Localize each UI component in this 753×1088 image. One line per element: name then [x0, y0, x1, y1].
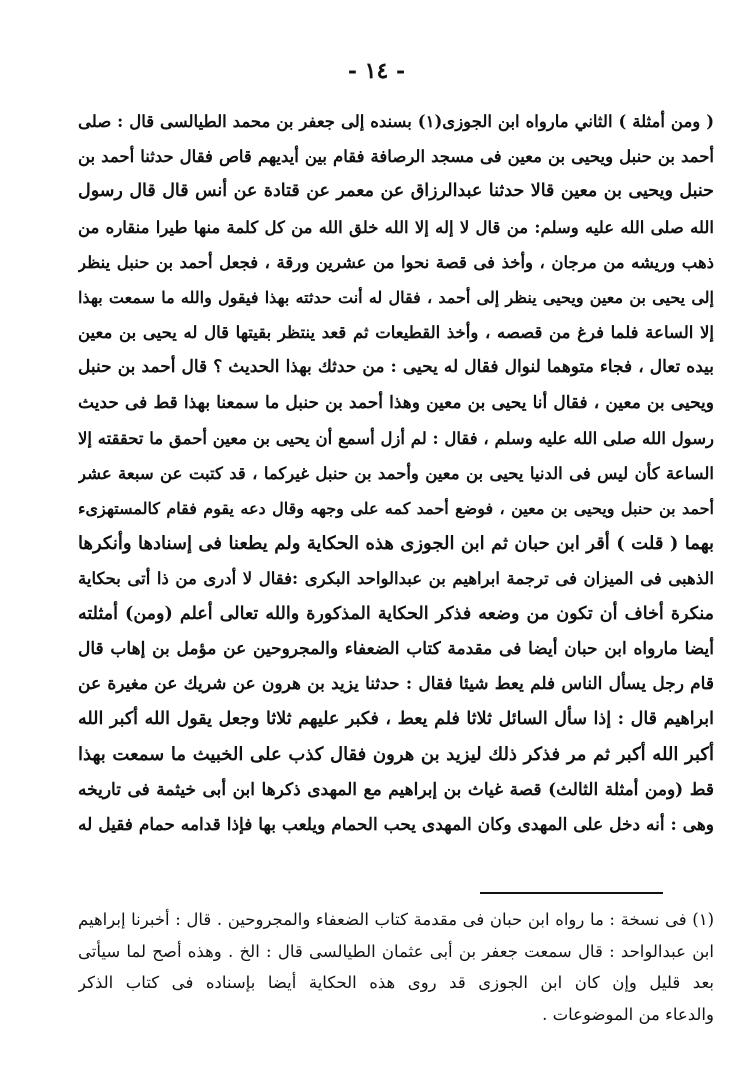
footnote-line: والدعاء من الموضوعات .	[542, 1004, 714, 1024]
text-line: ويحيى بن معين ، فقال أنا يحيى بن معين وهذا أحمد بن حنبل ما سمعنا بهذا قط فى حديث	[78, 392, 714, 413]
text-line: أحمد بن حنبل ويحيى بن معين فى مسجد الرصافة فقام بين أيديهم قاص فقال حدثنا أحمد بن	[78, 147, 714, 167]
text-line: ذهب وريشه من مرجان ، وأخذ فى قصة نحوا من عشرين ورقة ، فجعل أحمد بن حنبل ينظر	[78, 252, 714, 272]
text-line: أكبر الله أكبر ثم مر فذكر ذلك ليزيد بن هرون فقال كذب على الخبيث ما سمعت بهذا	[78, 744, 714, 766]
text-line: أحمد بن حنبل ويحيى بن معين ، فوضع أحمد كمه على وجهه وقال دعه يقوم فقام كالمستهزىء	[78, 499, 714, 519]
footnote-line: (١) فى نسخة : ما رواه ابن حبان فى مقدمة كتاب الضعفاء والمجروحين . قال : أخبرنا إبراهيم	[78, 910, 714, 929]
text-line: منكرة أخاف أن تكون من وضعه فذكر الحكاية المذكورة والله تعالى أعلم (ومن) أمثلته	[78, 603, 714, 624]
text-line: ( ومن أمثلة ) الثاني مارواه ابن الجوزى(١) بسنده إلى جعفر بن محمد الطيالسى قال : صلى	[78, 112, 714, 131]
footnote-line: بعد قليل وإن كان ابن الجوزى قد روى هذه الحكاية أيضا بإسناده فى كتاب الذكر	[78, 973, 714, 992]
text-line: الساعة كأن ليس فى الدنيا يحيى بن معين وأحمد بن حنبل غيركما ، قد كتبت عن سبعة عشر	[78, 463, 714, 483]
text-line: بهما ( قلت ) أقر ابن حبان ثم ابن الجوزى هذه الحكاية ولم يطعنا فى إسنادها وأنكرها	[78, 533, 714, 555]
text-line: الذهبى فى الميزان فى ترجمة ابراهيم بن عبدالواحد البكرى :فقال لا أدرى من ذا أتى بحكاية	[78, 569, 714, 589]
page-number: - ١٤ -	[347, 58, 406, 84]
text-line: رسول الله صلى الله عليه وسلم ، فقال : لم أزل أسمع أن يحيى بن معين أحمق ما تحققته إلا	[78, 428, 714, 448]
footnote-divider	[480, 892, 663, 894]
text-line: قام رجل يسأل الناس فلم يعط شيئا فقال : حدثنا يزيد بن هرون عن شريك عن مغيرة عن	[78, 674, 714, 694]
text-line: حنبل ويحيى بن معين قالا حدثنا عبدالرزاق عن معمر عن قتادة عن أنس قال قال رسول	[78, 181, 714, 202]
footnotes	[78, 904, 714, 1030]
text-line: إلى يحيى بن معين ويحيى ينظر إلى أحمد ، فقال له أنت حدثته بهذا فيقول والله ما سمعت بهذا	[78, 287, 714, 307]
text-line: إلا الساعة فلما فرغ من قصصه ، وأخذ القطيعات ثم قعد ينتظر بقيتها قال له يحيى بن معين	[78, 323, 714, 343]
main-text	[78, 104, 714, 843]
text-line: الله صلى الله عليه وسلم: من قال لا إله إلا الله خلق الله من كل كلمة منها طيرا منقاره من	[78, 217, 714, 237]
text-line: بيده تعال ، فجاء متوهما لنوال فقال له يحيى : من حدثك بهذا الحديث ؟ قال أحمد بن حنبل	[78, 357, 714, 378]
text-line: قط (ومن أمثلة الثالث) قصة غياث بن إبراهيم مع المهدى ذكرها ابن أبى خيثمة فى تاريخه	[78, 779, 714, 800]
footnote-line: ابن عبدالواحد : قال سمعت جعفر بن أبى عثمان الطيالسى قال : الخ . وهذه أصح لما سيأتى	[78, 941, 714, 961]
text-line: وهى : أنه دخل على المهدى وكان المهدى يحب الحمام ويلعب بها فإذا قدامه حمام فقيل له	[78, 814, 714, 835]
text-line: ابراهيم قال : إذا سأل السائل ثلاثا فلم يعط ، فكبر عليهم ثلاثا وجعل يقول الله أكبر الله	[78, 709, 714, 730]
text-line: أيضا مارواه ابن حبان أيضا فى مقدمة كتاب الضعفاء والمجروحين عن مؤمل بن إهاب قال	[78, 638, 714, 659]
